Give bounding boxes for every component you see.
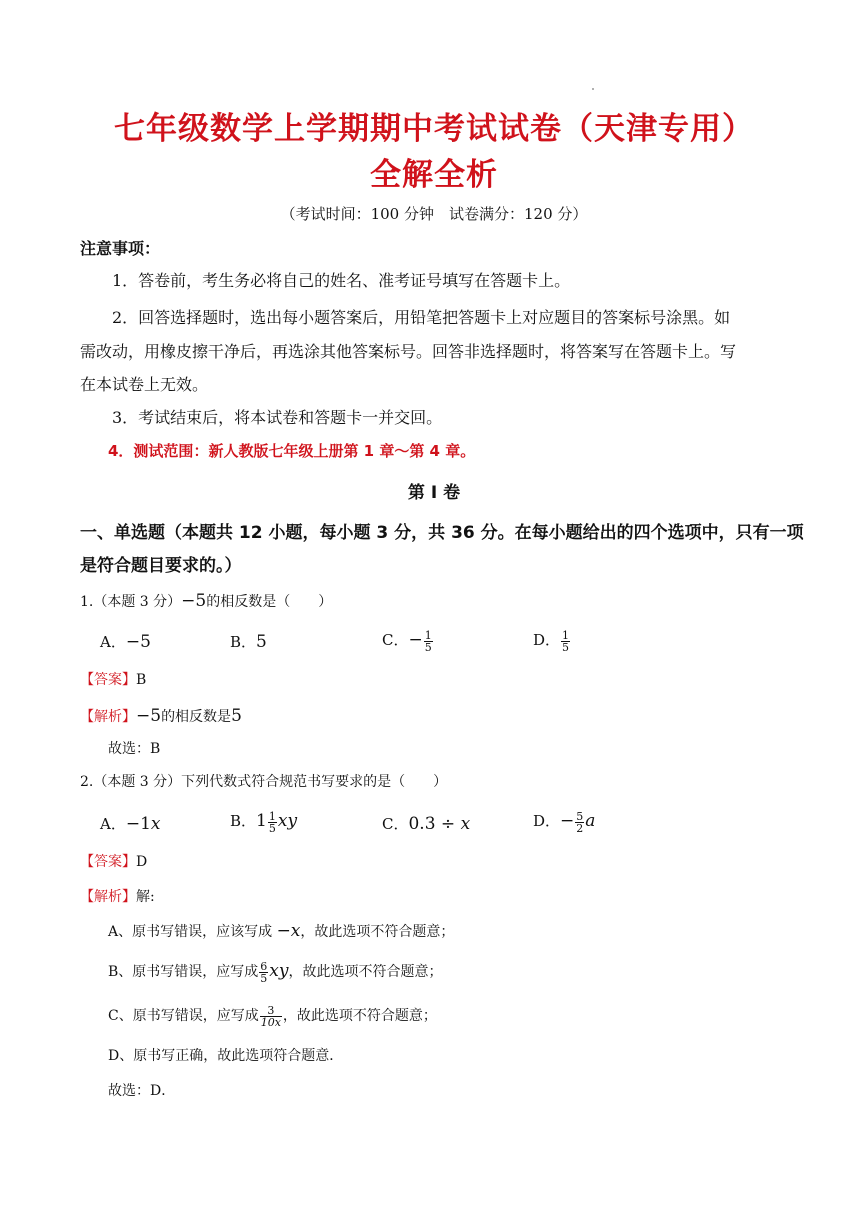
q2-option-a-coef: −1 (125, 814, 151, 834)
note-item-1: 1．答卷前，考生务必将自己的姓名、准考证号填写在答题卡上。 (112, 271, 571, 290)
q1-option-c (382, 627, 434, 653)
question-1 (80, 588, 332, 615)
q2-option-a-label: A． (100, 815, 126, 833)
question-1-prefix: 1.（本题 3 分） (80, 594, 182, 610)
notes-heading: 注意事项： (80, 239, 161, 258)
q2-line-b-end: ，故此选项不符合题意； (288, 964, 443, 980)
page-title-line2: 全解全析 (370, 157, 498, 193)
q2-option-b-label: B． (230, 812, 257, 830)
q1-option-a-label: A． (100, 633, 126, 651)
q1-option-d (533, 627, 571, 653)
q1-option-b (230, 629, 267, 655)
q2-option-c-label: C． (382, 815, 409, 833)
volume-title: 第 I 卷 (407, 483, 461, 503)
q2-option-b (230, 808, 297, 834)
q2-option-d-var: a (585, 811, 596, 831)
question-1-expr: −5 (181, 591, 207, 611)
q1-option-c-numerator: 1 (424, 628, 432, 642)
note-item-2-line2: 需改动，用橡皮擦干净后，再选涂其他答案标号。回答非选择题时，将答案写在答题卡上。写 (80, 342, 737, 361)
q1-analysis-text: 的相反数是 (161, 709, 232, 725)
note-item-2-line1: 2．回答选择题时，选出每小题答案后，用铅笔把答题卡上对应题目的答案标号涂黑。如 (112, 308, 731, 327)
section-heading-line1: 一、单选题（本题共 12 小题，每小题 3 分，共 36 分。在每小题给出的四个选项中，只有一项 (80, 523, 804, 543)
q2-line-c-denominator: 10x (260, 1015, 281, 1029)
q1-option-d-numerator: 1 (562, 628, 570, 642)
q2-line-c-end: ，故此选项不符合题意； (282, 1008, 437, 1024)
q1-analysis-expr: −5 (136, 706, 162, 726)
q2-option-d-denominator: 2 (576, 821, 584, 835)
answer-tag: 【答案】 (80, 854, 136, 870)
q2-option-b-denominator: 5 (268, 821, 276, 835)
note-item-2-line3: 在本试卷上无效。 (80, 375, 209, 394)
q2-line-b-text: B、原书写错误，应写成 (108, 964, 259, 980)
analysis-tag: 【解析】 (80, 889, 136, 905)
answer-tag: 【答案】 (80, 672, 136, 688)
q2-line-b-numerator: 6 (260, 959, 268, 973)
q1-analysis-value: 5 (231, 706, 242, 726)
q1-option-c-label: C． (382, 631, 409, 649)
q2-option-b-integer: 1 (256, 811, 267, 831)
q2-line-b-fraction (259, 961, 268, 984)
q2-option-b-fraction (268, 811, 277, 834)
q2-answer-value: D (136, 854, 148, 870)
q2-option-d-sign: − (560, 811, 575, 831)
note-item-4: 4．测试范围：新人教版七年级上册第 1 章～第 4 章。 (108, 442, 476, 460)
q1-answer (80, 667, 146, 693)
q1-option-d-denominator: 5 (562, 640, 570, 654)
analysis-tag: 【解析】 (80, 709, 136, 725)
q2-option-c-expr: 0.3 ÷ (408, 814, 461, 834)
q1-option-a-value: −5 (125, 632, 151, 652)
q2-line-a-expr: −x (276, 921, 301, 941)
q2-line-c-numerator: 3 (260, 1005, 282, 1017)
page-title: 七年级数学上学期期中考试试卷（天津专用） (114, 111, 754, 147)
q2-option-d-fraction (575, 811, 584, 834)
q2-analysis-line-a (108, 918, 454, 945)
q2-analysis (80, 884, 155, 910)
scan-dot (592, 88, 594, 90)
q1-option-b-value: 5 (256, 632, 267, 652)
q2-analysis-line-c (108, 1003, 437, 1029)
q1-answer-value: B (136, 672, 147, 688)
q2-answer (80, 849, 147, 875)
question-1-suffix: 的相反数是（ ） (206, 594, 333, 610)
q2-analysis-intro: 解: (136, 889, 155, 905)
q1-analysis (80, 703, 242, 730)
q1-option-b-label: B． (230, 633, 257, 651)
exam-info: （考试时间：100 分钟 试卷满分：120 分） (280, 205, 588, 223)
note-item-3: 3．考试结束后，将本试卷和答题卡一并交回。 (112, 408, 443, 427)
q2-analysis-line-b (108, 958, 443, 985)
q2-line-b-var: xy (269, 961, 289, 981)
q2-option-b-var: xy (277, 811, 298, 831)
q2-option-c-var: x (460, 814, 471, 834)
q2-line-c-fraction (260, 1005, 282, 1028)
q2-option-d-numerator: 5 (576, 809, 584, 823)
q1-option-c-sign: − (408, 630, 423, 650)
section-heading-line2: 是符合题目要求的。） (80, 556, 242, 576)
q2-option-c (382, 811, 470, 837)
q2-analysis-line-d: D、原书写正确，故此选项符合题意． (108, 1048, 344, 1064)
q2-option-a (100, 811, 161, 837)
q1-option-d-fraction (561, 630, 570, 653)
q2-option-d (533, 808, 595, 834)
q2-option-d-label: D． (533, 812, 561, 830)
q2-line-a-end: ，故此选项不符合题意； (300, 924, 455, 940)
q1-option-c-denominator: 5 (424, 640, 432, 654)
q2-line-c-text: C、原书写错误，应写成 (108, 1008, 259, 1024)
q1-option-c-fraction (424, 630, 433, 653)
q2-line-a-text: A、原书写错误，应该写成 (108, 924, 277, 940)
question-2: 2.（本题 3 分）下列代数式符合规范书写要求的是（ ） (80, 774, 448, 790)
q2-option-b-numerator: 1 (268, 809, 276, 823)
q2-line-b-denominator: 5 (260, 971, 268, 985)
q1-option-d-label: D． (533, 631, 561, 649)
q1-conclusion: 故选：B (108, 741, 161, 757)
q1-option-a (100, 629, 151, 655)
q2-conclusion: 故选：D． (108, 1083, 176, 1099)
q2-option-a-var: x (150, 814, 161, 834)
